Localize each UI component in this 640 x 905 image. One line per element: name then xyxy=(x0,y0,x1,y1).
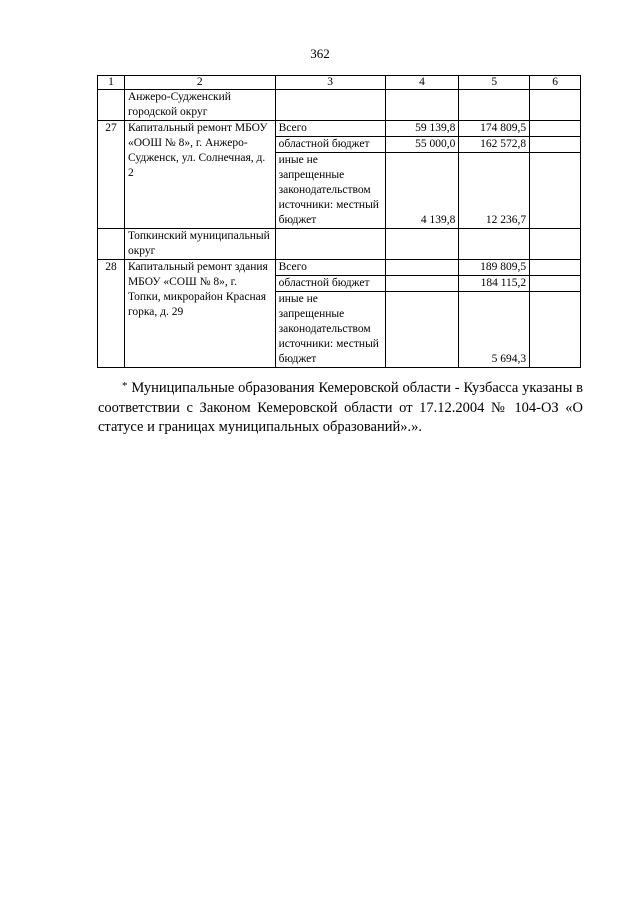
header-cell-5: 5 xyxy=(459,76,530,90)
item-number: 27 xyxy=(98,121,125,229)
district-row xyxy=(98,229,581,260)
funding-source: Всего xyxy=(275,121,385,137)
header-cell-3: 3 xyxy=(275,76,385,90)
district-name: Топкинский муниципальный округ xyxy=(124,229,275,260)
header-cell-4: 4 xyxy=(385,76,459,90)
budget-table xyxy=(97,75,581,368)
value-col6 xyxy=(530,153,581,229)
value-col4: 4 139,8 xyxy=(385,153,459,229)
page-number: 362 xyxy=(310,46,330,61)
value-col4 xyxy=(385,276,459,292)
value-col4 xyxy=(385,260,459,276)
footnote-marker: * xyxy=(122,380,128,392)
footnote-text: Муниципальные образования Кемеровской области - Кузбасса указаны в соответствии с Законом Кемеровской области от 17.12.2004 № 104-ОЗ «О статусе и границах муниципальных образований».». xyxy=(98,380,583,435)
value-col6 xyxy=(530,260,581,276)
item-name: Капитальный ремонт здания МБОУ «СОШ № 8», г. Топки, микрорайон Красная горка, д. 29 xyxy=(124,260,275,368)
district-row xyxy=(98,90,581,121)
table-row xyxy=(98,260,581,276)
value-col5: 189 809,5 xyxy=(459,260,530,276)
funding-source: областной бюджет xyxy=(275,137,385,153)
table-row xyxy=(98,121,581,137)
value-col4: 59 139,8 xyxy=(385,121,459,137)
header-cell-2: 2 xyxy=(124,76,275,90)
funding-source: иные не запрещенные законодательством источники: местный бюджет xyxy=(275,292,385,368)
header-cell-6: 6 xyxy=(530,76,581,90)
value-col4: 55 000,0 xyxy=(385,137,459,153)
item-number: 28 xyxy=(98,260,125,368)
funding-source: иные не запрещенные законодательством источники: местный бюджет xyxy=(275,153,385,229)
header-cell-1: 1 xyxy=(98,76,125,90)
value-col5: 12 236,7 xyxy=(459,153,530,229)
footnote xyxy=(98,379,583,437)
table-header-row xyxy=(98,76,581,90)
district-num-cell xyxy=(98,229,125,260)
value-col5: 174 809,5 xyxy=(459,121,530,137)
value-col6 xyxy=(530,137,581,153)
district-num-cell xyxy=(98,90,125,121)
value-col6 xyxy=(530,292,581,368)
value-col5: 184 115,2 xyxy=(459,276,530,292)
value-col6 xyxy=(530,121,581,137)
funding-source: областной бюджет xyxy=(275,276,385,292)
funding-source: Всего xyxy=(275,260,385,276)
value-col4 xyxy=(385,292,459,368)
value-col5: 162 572,8 xyxy=(459,137,530,153)
value-col5: 5 694,3 xyxy=(459,292,530,368)
item-name: Капитальный ремонт МБОУ «ООШ № 8», г. Анжеро-Судженск, ул. Солнечная, д. 2 xyxy=(124,121,275,229)
district-name: Анжеро-Судженский городской округ xyxy=(124,90,275,121)
value-col6 xyxy=(530,276,581,292)
